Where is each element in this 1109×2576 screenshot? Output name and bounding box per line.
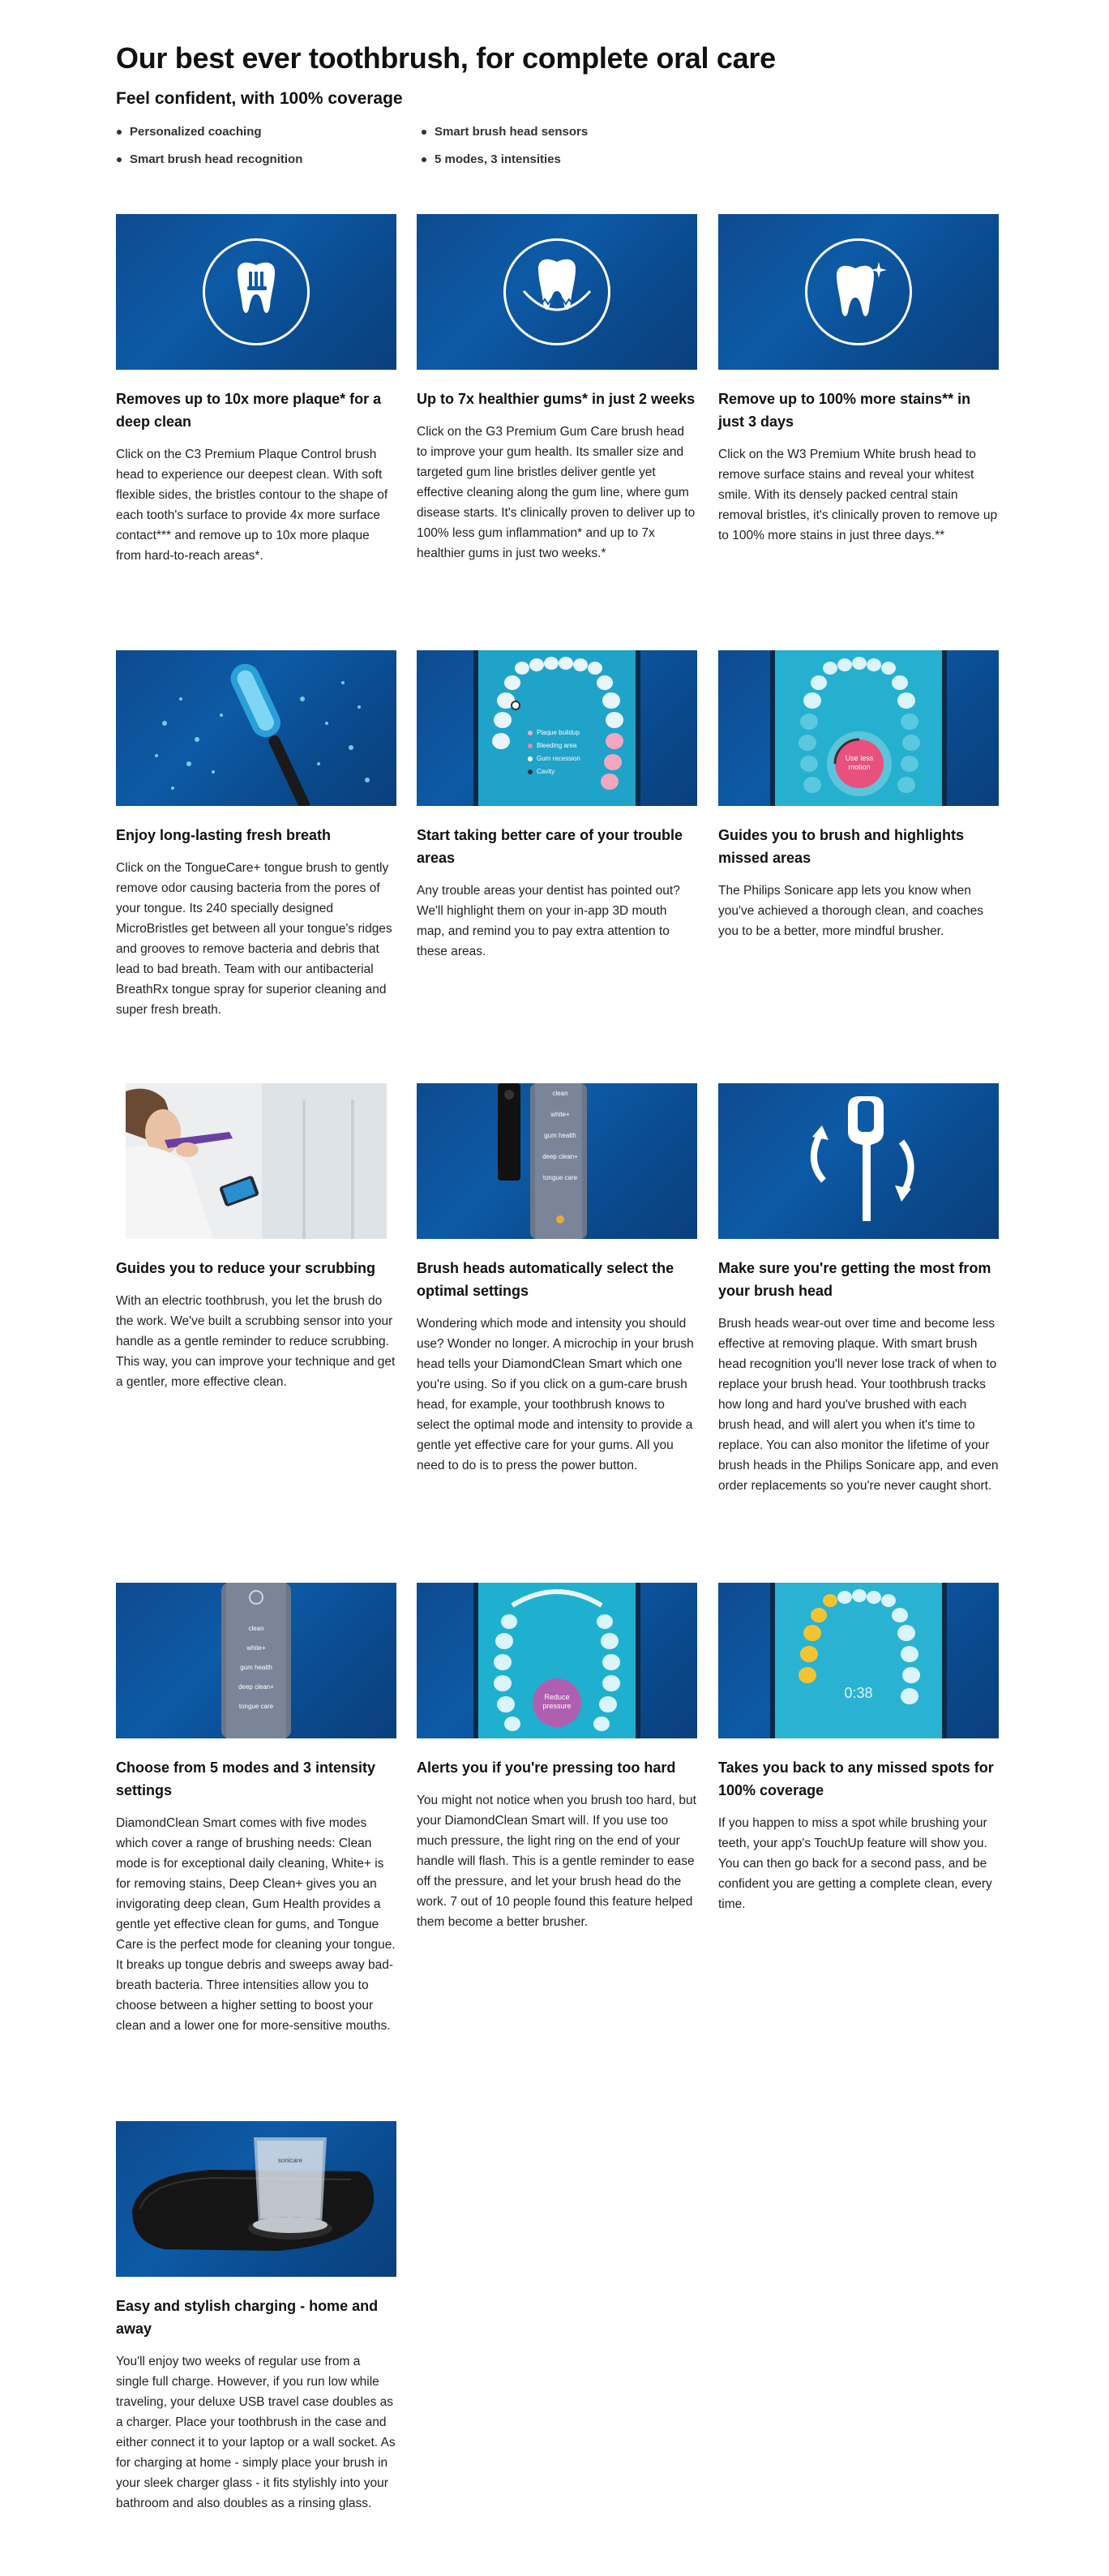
card-title: Guides you to brush and highlights missed areas [718,827,964,866]
mode-label: clean [248,1625,264,1632]
phone-coverage-map [718,650,999,806]
feature-card-pressure [417,1583,697,1932]
card-title: Choose from 5 modes and 3 intensity settings [116,1759,376,1798]
tongue-brush-illustration [116,650,396,806]
mode-label: white+ [550,1111,570,1118]
card-text: If you happen to miss a spot while brushing your teeth, your app's TouchUp feature will show you. You can then go back for a second pass, and be confident you are getting a complete clean, every time. [718,1816,992,1911]
card-title: Up to 7x healthier gums* in just 2 weeks [417,391,696,407]
brush-handle-illustration [417,1083,697,1239]
phone-pressure-alert [417,1583,697,1738]
feature-card-gums [417,214,697,564]
card-text: The Philips Sonicare app lets you know when you've achieved a thorough clean, and coaches you to be a better, more mindful brusher. [718,884,983,938]
feature-image [417,214,697,370]
tooth-gum-icon [503,238,610,345]
card-title: Alerts you if you're pressing too hard [417,1759,676,1776]
phone-touchup-map [718,1583,999,1738]
card-title: Easy and stylish charging - home and away [116,2298,379,2337]
legend-item: Bleeding area [537,742,577,749]
card-text: Wondering which mode and intensity you should use? Wonder no longer. A microchip in your brush head tells your DiamondClean Smart which one you're using. So if you click on a gum-care brush head, for example, your toothbrush knows to select the optimal mode and intensity to provide a gentle yet effective care for your gums. All you need to do is to press the power button. [417,1317,694,1472]
feature-card-modes [116,1583,396,2036]
content-container [116,41,1000,169]
feature-image [718,650,999,806]
mode-label: deep clean+ [238,1683,274,1691]
pressure-warning-bubble: Reduce pressure [542,1693,572,1710]
feature-image [116,214,396,370]
motion-warning-bubble: Use less motion [845,754,874,771]
travel-case-charger-illustration [116,2121,396,2277]
card-text: Click on the C3 Premium Plaque Control brush head to experience our deepest clean. With soft flexible sides, the bristles contour to the shape of each tooth's surface to provide 4x more surface contact*** and remove up to 10x more plaque from hard-to-reach areas*. [116,448,388,563]
feature-card-touchup [718,1583,999,1914]
mode-label: deep clean+ [542,1153,578,1160]
card-title: Start taking better care of your trouble areas [417,827,683,866]
card-text: Any trouble areas your dentist has pointed out? We'll highlight them on your in-app 3D mouth map, and remind you to pay extra attention to these areas. [417,884,680,958]
card-text: Click on the TongueCare+ tongue brush to gently remove odor causing bacteria from the pores of your tongue. Its 240 specially designed MicroBristles get between all your tongue's ridges and grooves to remove bacteria and debris that lead to bad breath. Team with our antibacterial BreathRx tongue spray for superior cleaning and super fresh breath. [116,861,392,1017]
feature-image [417,1083,697,1239]
mode-label: tongue care [238,1703,274,1710]
card-title: Takes you back to any missed spots for 100% coverage [718,1759,994,1798]
legend-item: Gum recession [537,755,580,762]
legend-item: Cavity [537,768,555,775]
feature-item: 5 modes, 3 intensities [421,151,726,169]
brush-head-replace-icon [718,1083,999,1239]
feature-card-scrubbing [116,1083,396,1392]
handle-modes-illustration [116,1583,396,1738]
tooth-brush-icon [203,238,310,345]
mode-label: gum health [544,1132,576,1139]
card-text: Click on the W3 Premium White brush head to remove surface stains and reveal your whitest smile. With its densely packed central stain removal bristles, it's clinically proven to remove up to 100% more stains in just three days.** [718,448,998,542]
feature-image [116,2121,396,2277]
feature-image [116,1583,396,1738]
feature-image [417,1583,697,1738]
legend-item: Plaque buildup [537,729,580,736]
card-title: Brush heads automatically select the optimal settings [417,1260,674,1299]
mode-label: gum health [240,1664,272,1671]
card-text: Click on the G3 Premium Gum Care brush head to improve your gum health. Its smaller size and targeted gum line bristles deliver gentle yet effective cleaning along the gum line, where gum disease starts. It's clinically proven to deliver up to 100% less gum inflammation* and up to 7x healthier gums in just two weeks.* [417,425,696,560]
mode-label: tongue care [542,1174,578,1181]
feature-card-auto-settings [417,1083,697,1476]
phone-mouth-map [417,650,697,806]
feature-list [116,123,1000,169]
card-title: Remove up to 100% more stains** in just 3 days [718,391,971,430]
feature-image [718,1583,999,1738]
feature-image [417,650,697,806]
card-title: Enjoy long-lasting fresh breath [116,827,332,843]
page-subtitle: Feel confident, with 100% coverage [116,89,403,108]
feature-card-stains [718,214,999,546]
page-title: Our best ever toothbrush, for complete oral care [116,41,776,75]
card-title: Removes up to 10x more plaque* for a deep clean [116,391,382,430]
mode-label: clean [552,1090,568,1097]
feature-item: Smart brush head sensors [421,123,726,141]
feature-card-breath [116,650,396,1020]
card-text: You'll enjoy two weeks of regular use from a single full charge. However, if you run low while traveling, your deluxe USB travel case doubles as a charger. Place your toothbrush in the case and either connect it to your laptop or a wall socket. As for charging at home - simply place your brush in your sleek charger glass - it fits stylishly into your bathroom and also doubles as a rinsing glass. [116,2355,396,2510]
card-text: You might not notice when you brush too hard, but your DiamondClean Smart will. If you use too much pressure, the light ring on the end of your handle will flash. This is a gentle reminder to ease off the pressure, and let your brush head do the work. 7 out of 10 people found this feature helped them become a better brusher. [417,1794,696,1929]
feature-card-plaque [116,214,396,566]
brand-logo: sonicare [277,2157,303,2164]
timer-display: 0:38 [844,1685,873,1701]
mode-label: white+ [246,1644,266,1652]
card-text: DiamondClean Smart comes with five modes which cover a range of brushing needs: Clean mode is for exceptional daily cleaning, White+ is for removing stains, Deep Clean+ gives you an invigorating deep clean, Gum Health provides a gentle yet effective clean for gums, and Tongue Care is the perfect mode for cleaning your tongue. It breaks up tongue debris and sweeps away bad-breath bacteria. Three intensities allow you to choose between a higher setting to boost your clean and a lower one for more-sensitive mouths. [116,1816,396,2033]
feature-image [718,214,999,370]
feature-card-missed-areas [718,650,999,941]
tooth-sparkle-icon [805,238,912,345]
feature-item: Personalized coaching [116,123,421,141]
card-title: Make sure you're getting the most from your brush head [718,1260,991,1299]
woman-brushing-photo [116,1083,396,1239]
feature-card-charging [116,2121,396,2514]
card-text: With an electric toothbrush, you let the brush do the work. We've built a scrubbing sensor into your handle as a gentle reminder to reduce scrubbing. This way, you can improve your technique and get a gentler, more effective clean. [116,1294,396,1389]
feature-item: Smart brush head recognition [116,151,421,169]
feature-card-trouble-areas [417,650,697,962]
feature-image [116,650,396,806]
feature-image [116,1083,396,1239]
card-title: Guides you to reduce your scrubbing [116,1260,376,1276]
feature-image [718,1083,999,1239]
card-text: Brush heads wear-out over time and become less effective at removing plaque. With smart brush head recognition you'll never lose track of when to replace your brush head. Your toothbrush tracks how long and hard you've brushed with each brush head, and will alert you when it's time to replace. You can also monitor the lifetime of your brush heads in the Philips Sonicare app, and even order replacements so you're never caught short. [718,1317,999,1493]
feature-card-brush-head-life [718,1083,999,1496]
